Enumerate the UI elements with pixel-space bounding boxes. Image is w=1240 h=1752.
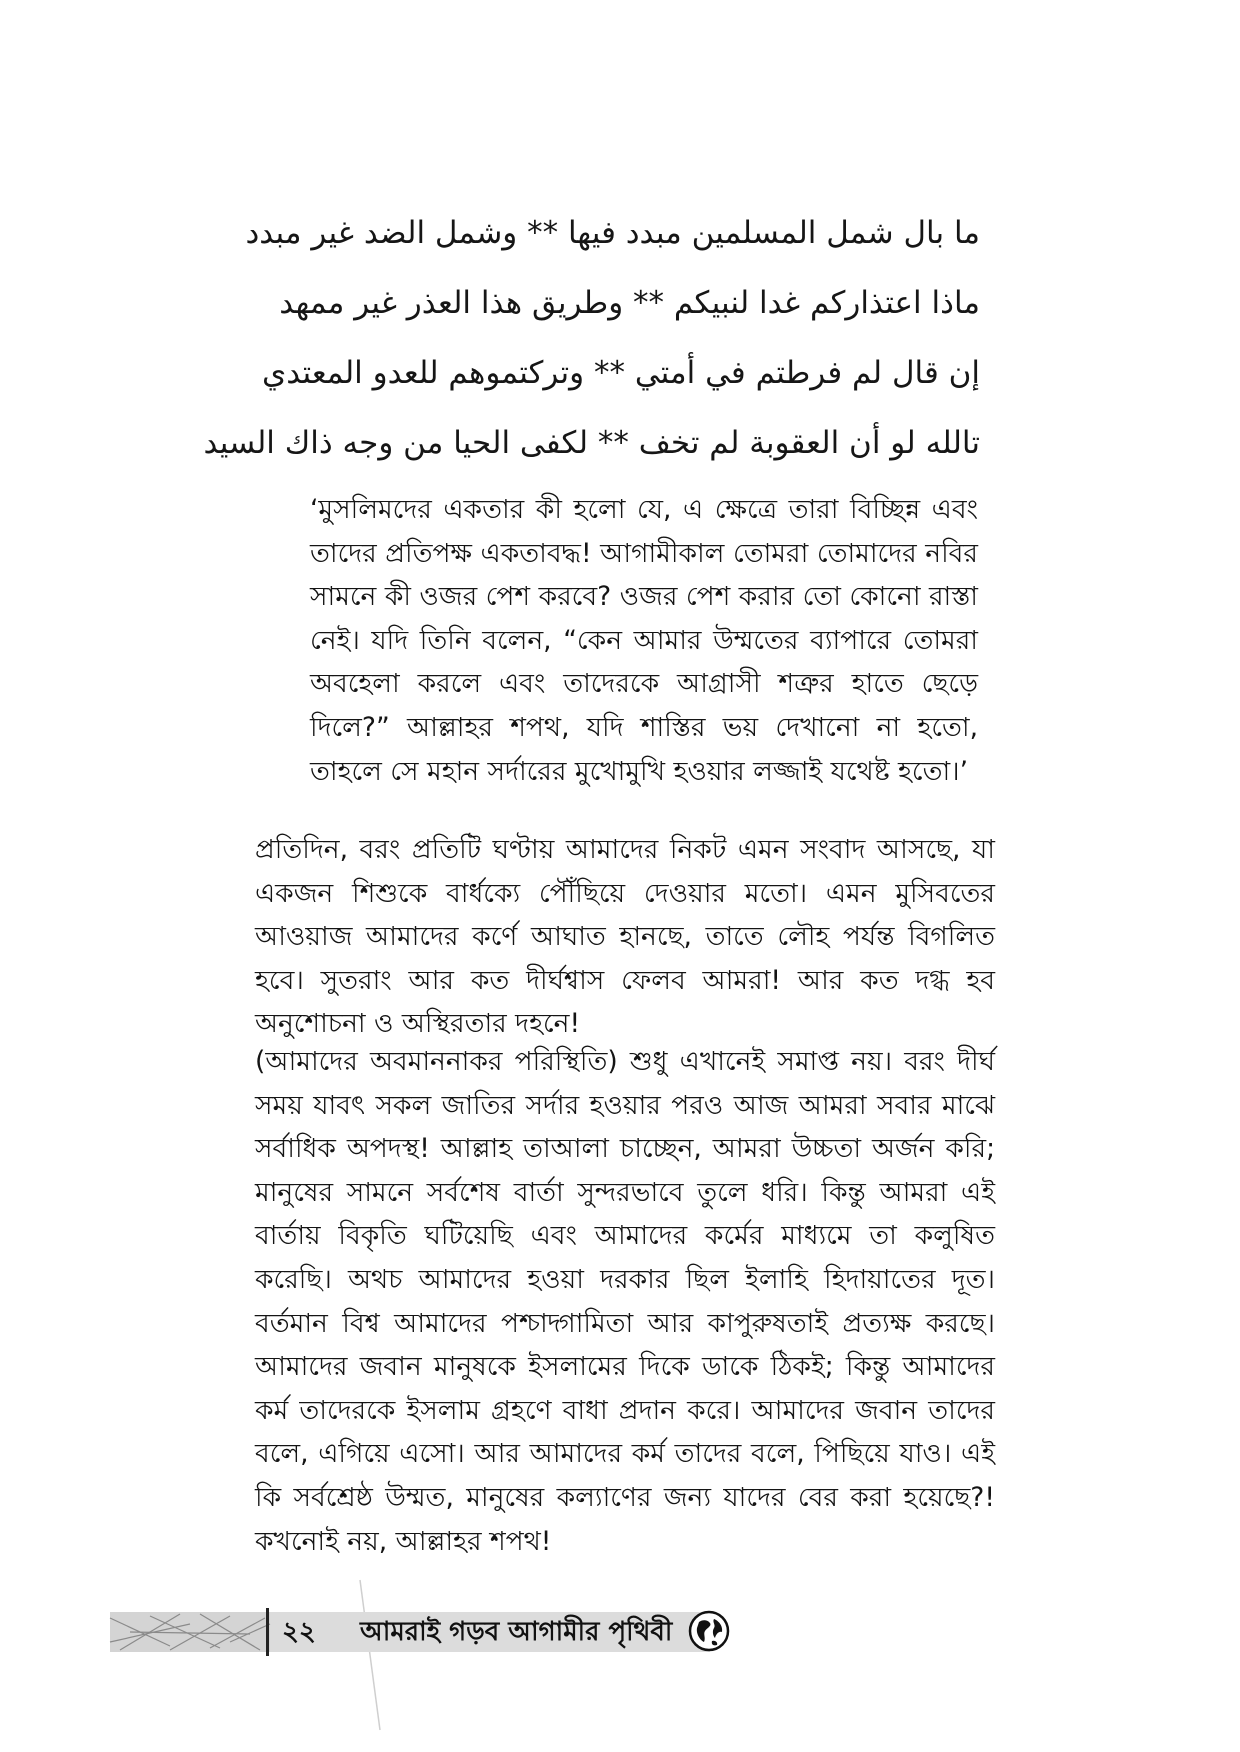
poem-translation-quote: ‘মুসলিমদের একতার কী হলো যে, এ ক্ষেত্রে তারা বিচ্ছিন্ন এবং তাদের প্রতিপক্ষ একতাবদ্ধ! আগামীকাল তোমরা তোমাদের নবির সামনে কী ওজর পেশ করবে? ওজর পেশ করার তো কোনো রাস্তা নেই। যদি তিনি বলেন, “কেন আমার উম্মতের ব্যাপারে তোমরা অবহেলা করলে এবং তাদেরকে আগ্রাসী শত্রুর হাতে ছেড়ে দিলে?” আল্লাহর শপথ, যদি শাস্তির ভয় দেখানো না হতো, তাহলে সে মহান সর্দারের মুখোমুখি হওয়ার লজ্জাই যথেষ্ট হতো।’ [310,494,978,787]
arabic-poem [203,198,980,478]
footer-divider [266,1608,269,1656]
globe-icon [688,1610,730,1652]
poem-line: إن قال لم فرطتم في أمتي ** وتركتموهم للعدو المعتدي [261,355,980,391]
poem-line: تالله لو أن العقوبة لم تخف ** لكفى الحيا من وجه ذاك السيد [203,425,980,461]
poem-line: ماذا اعتذاركم غدا لنبيكم ** وطريق هذا العذر غير ممهد [279,285,980,321]
page-number: ২২ [282,1617,316,1647]
footer-pattern-decor [110,1612,270,1652]
running-book-title: আমরাই গড়ব আগামীর পৃথিবী [360,1617,673,1647]
page-footer [110,1608,750,1658]
body-paragraph: (আমাদের অবমাননাকর পরিস্থিতি) শুধু এখানেই সমাপ্ত নয়। বরং দীর্ঘ সময় যাবৎ সকল জাতির সর্দার হওয়ার পরও আজ আমরা সবার মাঝে সর্বাধিক অপদস্থ! আল্লাহ তাআলা চাচ্ছেন, আমরা উচ্চতা অর্জন করি; মানুষের সামনে সর্বশেষ বার্তা সুন্দরভাবে তুলে ধরি। কিন্তু আমরা এই বার্তায় বিকৃতি ঘটিয়েছি এবং আমাদের কর্মের মাধ্যমে তা কলুষিত করেছি। অথচ আমাদের হওয়া দরকার ছিল ইলাহি হিদায়াতের দূত। বর্তমান বিশ্ব আমাদের পশ্চাদ্গামিতা আর কাপুরুষতাই প্রত্যক্ষ করছে। আমাদের জবান মানুষকে ইসলামের দিকে ডাকে ঠিকই; কিন্তু আমাদের কর্ম তাদেরকে ইসলাম গ্রহণে বাধা প্রদান করে। আমাদের জবান তাদের বলে, এগিয়ে এসো। আর আমাদের কর্ম তাদের বলে, পিছিয়ে যাও। এই কি সর্বশ্রেষ্ঠ উম্মত, মানুষের কল্যাণের জন্য যাদের বের করা হয়েছে?! কখনোই নয়, আল্লাহর শপথ! [255,1046,995,1557]
poem-line: ما بال شمل المسلمين مبدد فيها ** وشمل الضد غير مبدد [245,215,980,251]
body-paragraph: প্রতিদিন, বরং প্রতিটি ঘণ্টায় আমাদের নিকট এমন সংবাদ আসছে, যা একজন শিশুকে বার্ধক্যে পৌঁছিয়ে দেওয়ার মতো। এমন মুসিবতের আওয়াজ আমাদের কর্ণে আঘাত হানছে, তাতে লৌহ পর্যন্ত বিগলিত হবে। সুতরাং আর কত দীর্ঘশ্বাস ফেলব আমরা! আর কত দগ্ধ হব অনুশোচনা ও অস্থিরতার দহনে! [255,834,995,1040]
